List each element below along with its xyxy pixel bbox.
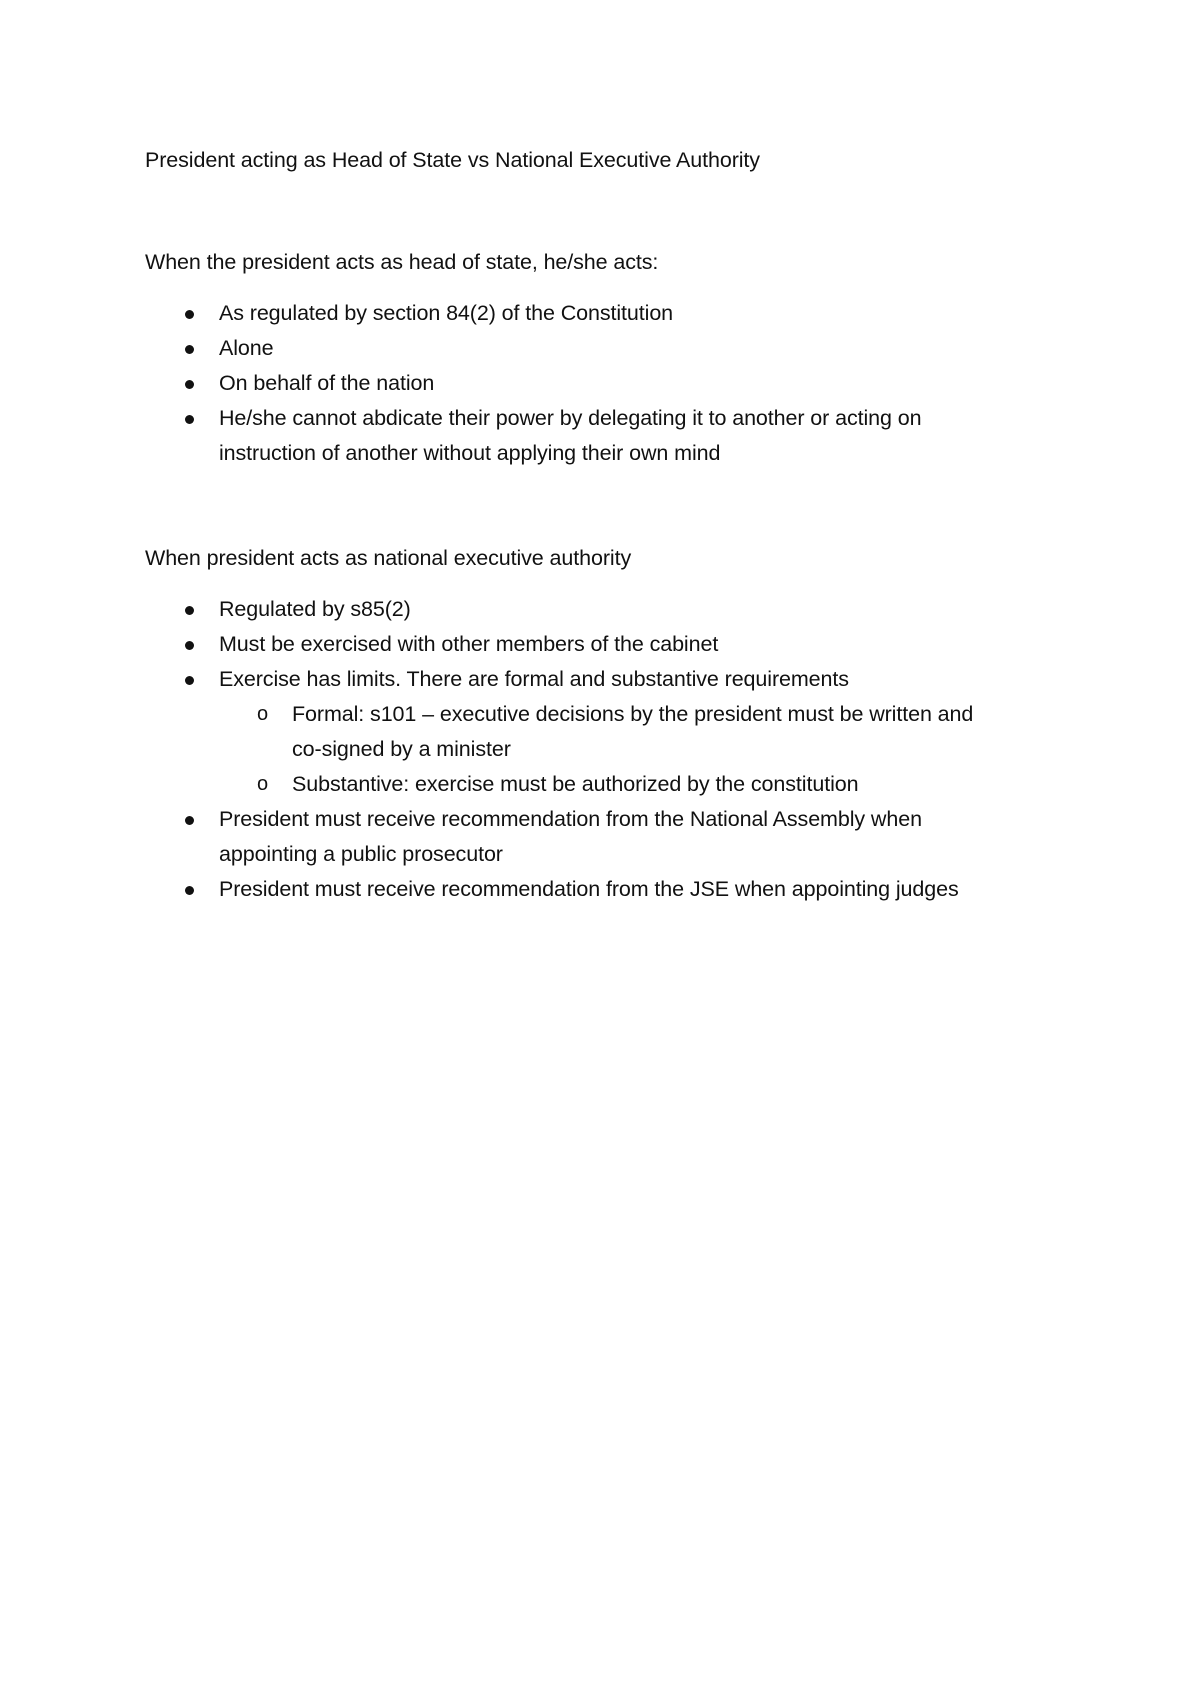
sub-list-item-text-line: co-signed by a minister bbox=[292, 737, 511, 761]
hollow-bullet-icon: o bbox=[257, 703, 269, 725]
list-item-text: President must receive recommendation from the JSE when appointing judges bbox=[219, 877, 959, 901]
list-item-text: Alone bbox=[219, 336, 274, 360]
section2-list bbox=[145, 592, 1052, 907]
list-item-text: Exercise has limits. There are formal and substantive requirements bbox=[219, 667, 849, 691]
list-item bbox=[145, 662, 1039, 697]
list-item-text: Must be exercised with other members of the cabinet bbox=[219, 632, 719, 656]
list-item-text-line: appointing a public prosecutor bbox=[219, 842, 503, 866]
section2-intro: When president acts as national executive authority bbox=[145, 546, 632, 570]
hollow-bullet-icon: o bbox=[257, 773, 269, 795]
list-item-text-line: He/she cannot abdicate their power by delegating it to another or acting on bbox=[219, 406, 922, 430]
list-item bbox=[145, 401, 1039, 471]
sub-list-item-text: Substantive: exercise must be authorized by the constitution bbox=[292, 772, 859, 796]
list-item bbox=[145, 872, 1039, 907]
list-item-text: As regulated by section 84(2) of the Constitution bbox=[219, 301, 674, 325]
list-item bbox=[145, 331, 1039, 366]
list-item bbox=[145, 296, 1039, 331]
list-item bbox=[145, 802, 1039, 872]
sub-list-item bbox=[145, 767, 1052, 802]
list-item-text: On behalf of the nation bbox=[219, 371, 435, 395]
list-item bbox=[145, 592, 1039, 627]
list-item-text: Regulated by s85(2) bbox=[219, 597, 411, 621]
list-item bbox=[145, 627, 1039, 662]
document-title: President acting as Head of State vs National Executive Authority bbox=[145, 148, 760, 172]
list-item-text-line: President must receive recommendation from the National Assembly when bbox=[219, 807, 922, 831]
list-item bbox=[145, 366, 1039, 401]
list-item-text-line: instruction of another without applying their own mind bbox=[219, 441, 721, 465]
section1-list bbox=[145, 296, 1039, 471]
sub-list-item bbox=[145, 697, 1052, 767]
section1-intro: When the president acts as head of state, he/she acts: bbox=[145, 250, 659, 274]
sub-list-item-text-line: Formal: s101 – executive decisions by the president must be written and bbox=[292, 702, 974, 726]
